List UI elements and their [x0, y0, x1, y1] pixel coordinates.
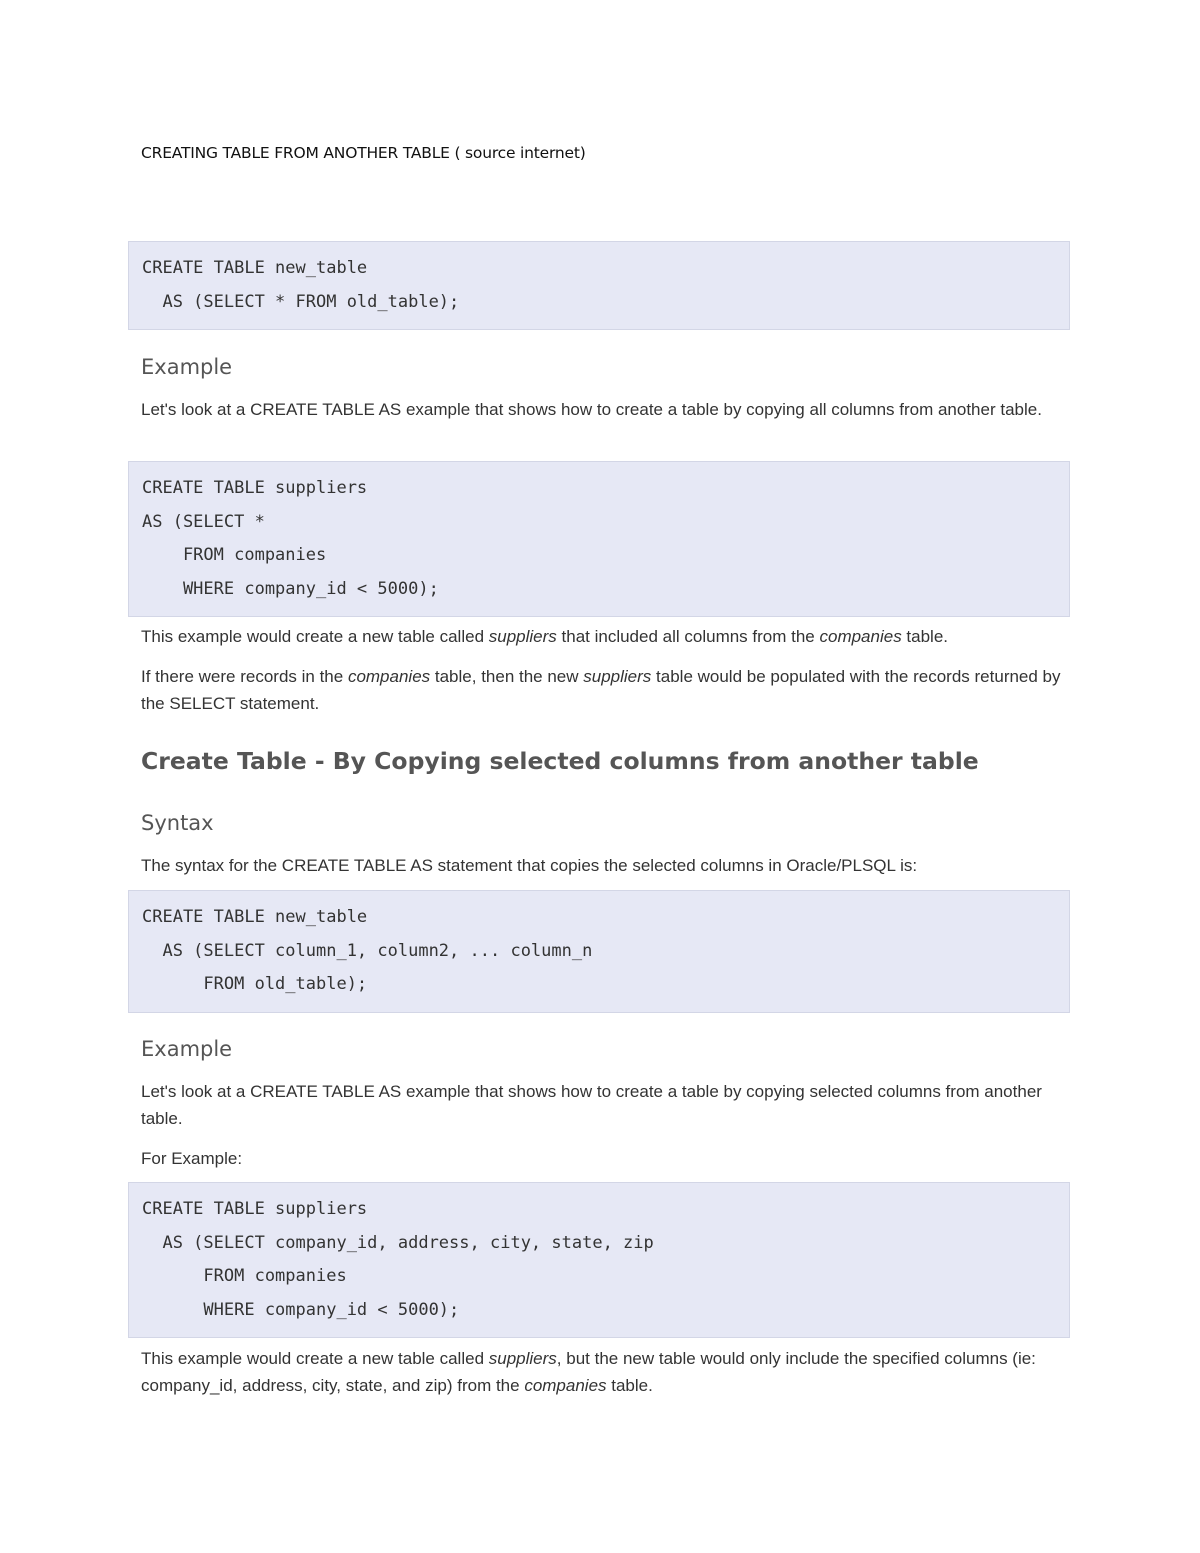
code-block-selected-columns-syntax	[128, 890, 1070, 1013]
code-line: CREATE TABLE new_table	[142, 907, 368, 927]
table-name-emphasis: suppliers	[488, 1349, 557, 1368]
code-line: FROM old_table);	[142, 974, 368, 994]
code-line: CREATE TABLE new_table	[142, 258, 368, 278]
records-explanation-paragraph	[141, 663, 1061, 717]
code-line: AS (SELECT *	[142, 511, 265, 532]
table-name-emphasis: companies	[347, 667, 431, 686]
code-line: AS (SELECT * FROM old_table);	[142, 291, 460, 312]
code-line: FROM companies	[142, 1266, 347, 1286]
syntax-heading: Syntax	[141, 811, 214, 835]
code-block-copy-all-columns	[128, 461, 1070, 617]
example-intro-paragraph: Let's look at a CREATE TABLE AS example that shows how to create a table by copying all columns from another table.	[141, 400, 1042, 419]
example-heading: Example	[141, 1037, 233, 1061]
example-intro-paragraph: Let's look at a CREATE TABLE AS example that shows how to create a table by copying selected columns from another table.	[141, 1082, 1042, 1128]
text-run: This example would create a new table called	[141, 1349, 489, 1368]
example-explanation-paragraph	[141, 1345, 1061, 1399]
table-name-emphasis: suppliers	[583, 667, 652, 686]
for-example-label: For Example:	[141, 1149, 243, 1168]
section-heading: Create Table - By Copying selected columns from another table	[141, 747, 979, 775]
code-line: AS (SELECT company_id, address, city, state, zip	[142, 1232, 654, 1253]
table-name-emphasis: companies	[524, 1376, 607, 1395]
example-heading: Example	[141, 355, 233, 379]
code-line: WHERE company_id < 5000);	[142, 1299, 460, 1320]
code-line: WHERE company_id < 5000);	[142, 578, 439, 599]
text-run: If there were records in the	[141, 667, 348, 686]
text-run: table.	[606, 1376, 653, 1395]
table-name-emphasis: suppliers	[488, 627, 557, 646]
text-run: that included all columns from the	[556, 627, 820, 646]
text-run: table.	[901, 627, 949, 646]
code-block-basic-syntax	[128, 241, 1070, 330]
code-block-selected-columns-example	[128, 1182, 1070, 1338]
code-line: CREATE TABLE suppliers	[142, 1199, 368, 1219]
code-line: CREATE TABLE suppliers	[142, 478, 368, 498]
text-run: This example would create a new table called	[141, 627, 489, 646]
code-line: AS (SELECT column_1, column2, ... column_n	[142, 940, 593, 961]
text-run: table, then the new	[430, 667, 584, 686]
code-line: FROM companies	[142, 545, 327, 565]
document-title: CREATING TABLE FROM ANOTHER TABLE ( source internet)	[141, 144, 586, 162]
table-name-emphasis: companies	[819, 627, 902, 646]
text-run: table would be populated with the records returned by the SELECT statement.	[141, 667, 1061, 713]
example-explanation-paragraph	[141, 623, 1061, 650]
text-run: , but the new table would only include the specified columns (ie: company_id, address, city, state, and zip) from the	[141, 1349, 1036, 1395]
syntax-intro-paragraph: The syntax for the CREATE TABLE AS statement that copies the selected columns in Oracle/PLSQL is:	[141, 856, 918, 875]
